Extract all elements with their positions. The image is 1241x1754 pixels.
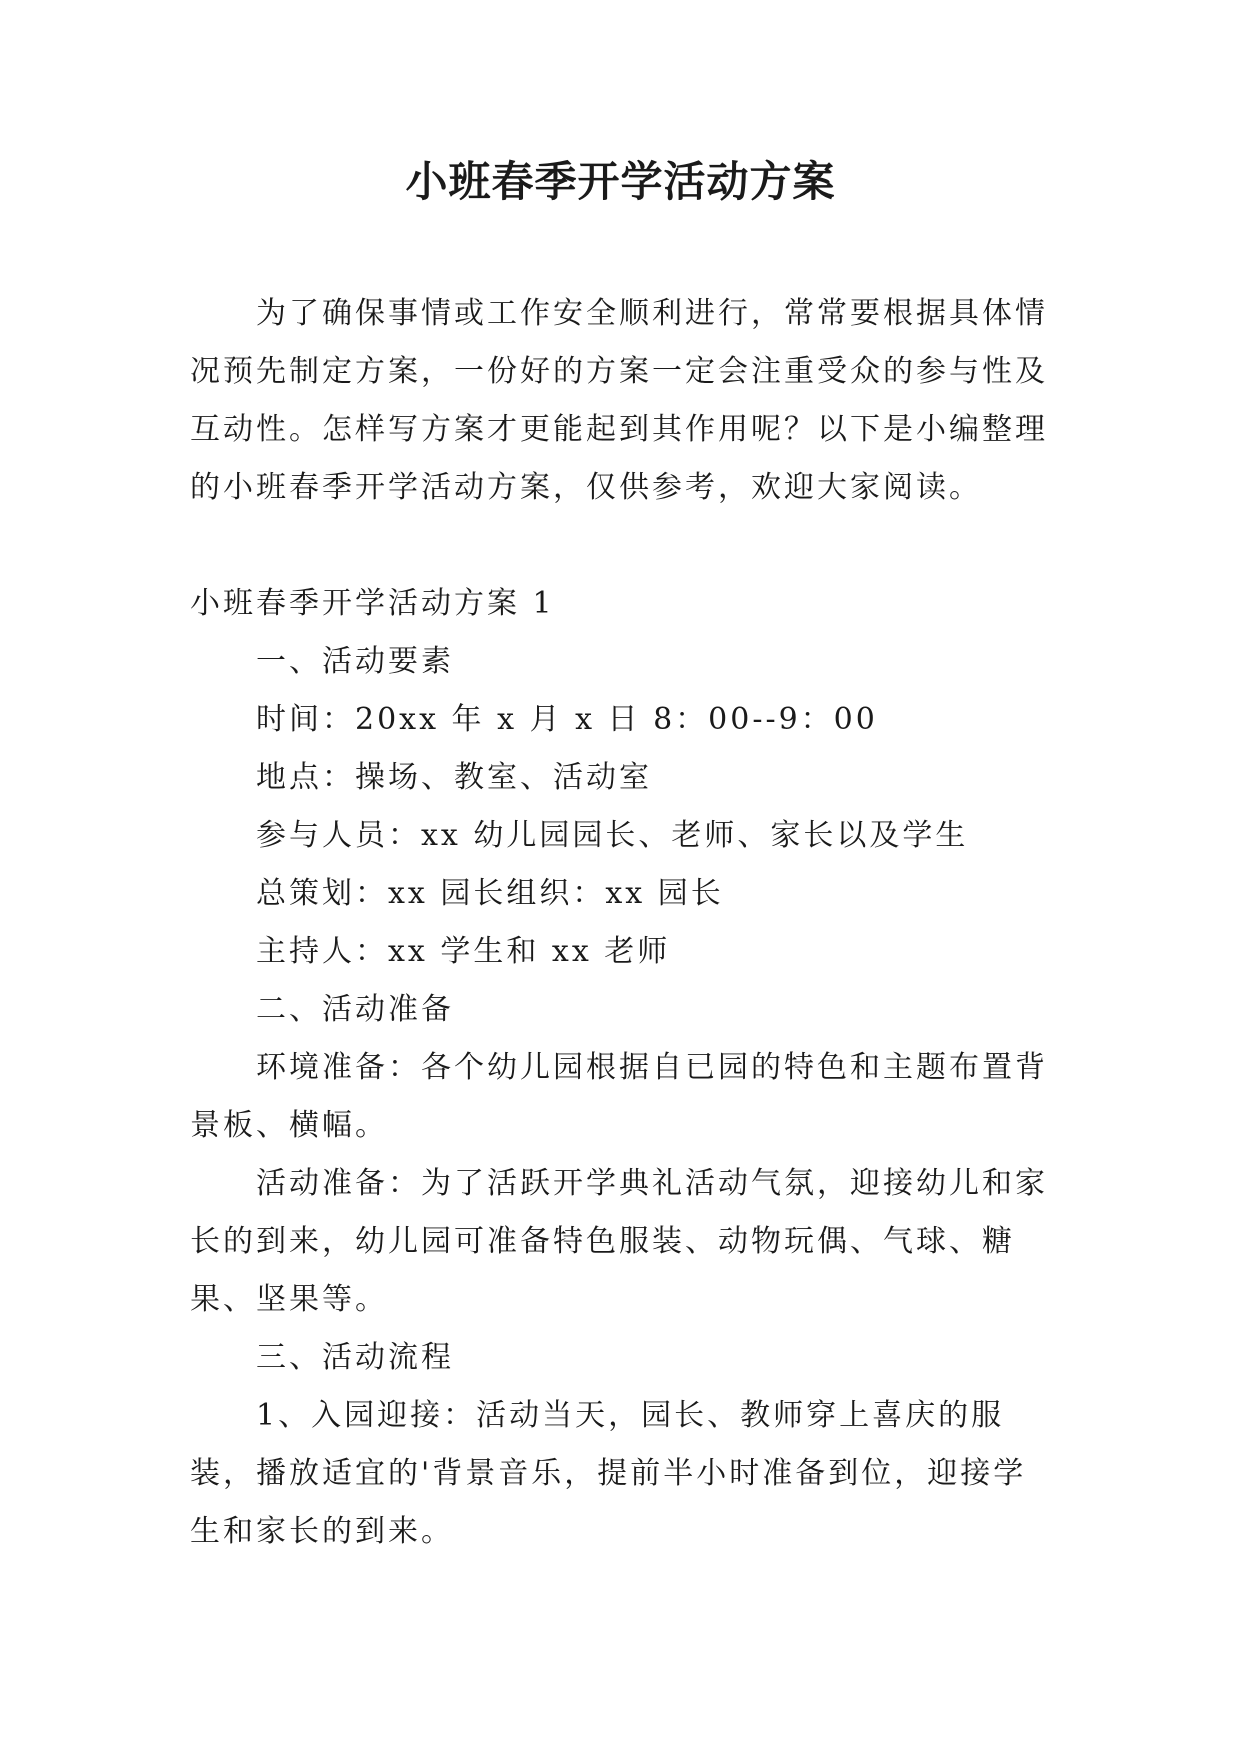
heading-activity-preparation: 二、活动准备: [256, 992, 454, 1027]
activity-participants: 参与人员：xx 幼儿园园长、老师、家长以及学生: [256, 818, 969, 853]
activity-host: 主持人：xx 学生和 xx 老师: [256, 934, 671, 969]
activity-location: 地点：操场、教室、活动室: [256, 760, 652, 795]
intro-paragraph: 为了确保事情或工作安全顺利进行，常常要根据具体情况预先制定方案，一份好的方案一定会注重受众的参与性及互动性。怎样写方案才更能起到其作用呢？以下是小编整理的小班春季开学活动方案，仅供参考，欢迎大家阅读。: [190, 296, 1048, 505]
process-step-1: 1、入园迎接：活动当天，园长、教师穿上喜庆的服装，播放适宜的'背景音乐，提前半小时准备到位，迎接学生和家长的到来。: [190, 1398, 1027, 1549]
activity-preparation: 活动准备：为了活跃开学典礼活动气氛，迎接幼儿和家长的到来，幼儿园可准备特色服装、动物玩偶、气球、糖果、坚果等。: [190, 1166, 1048, 1317]
document-title: 小班春季开学活动方案: [405, 157, 836, 206]
heading-activity-elements: 一、活动要素: [256, 644, 454, 679]
activity-time: 时间：20xx 年 x 月 x 日 8：00--9：00: [256, 702, 878, 737]
environment-preparation: 环境准备：各个幼儿园根据自已园的特色和主题布置背景板、横幅。: [190, 1050, 1048, 1143]
section-1: [190, 575, 1052, 1561]
section-title: 小班春季开学活动方案 1: [190, 586, 555, 621]
activity-planner: 总策划：xx 园长组织：xx 园长: [256, 876, 724, 911]
heading-activity-process: 三、活动流程: [256, 1340, 454, 1375]
